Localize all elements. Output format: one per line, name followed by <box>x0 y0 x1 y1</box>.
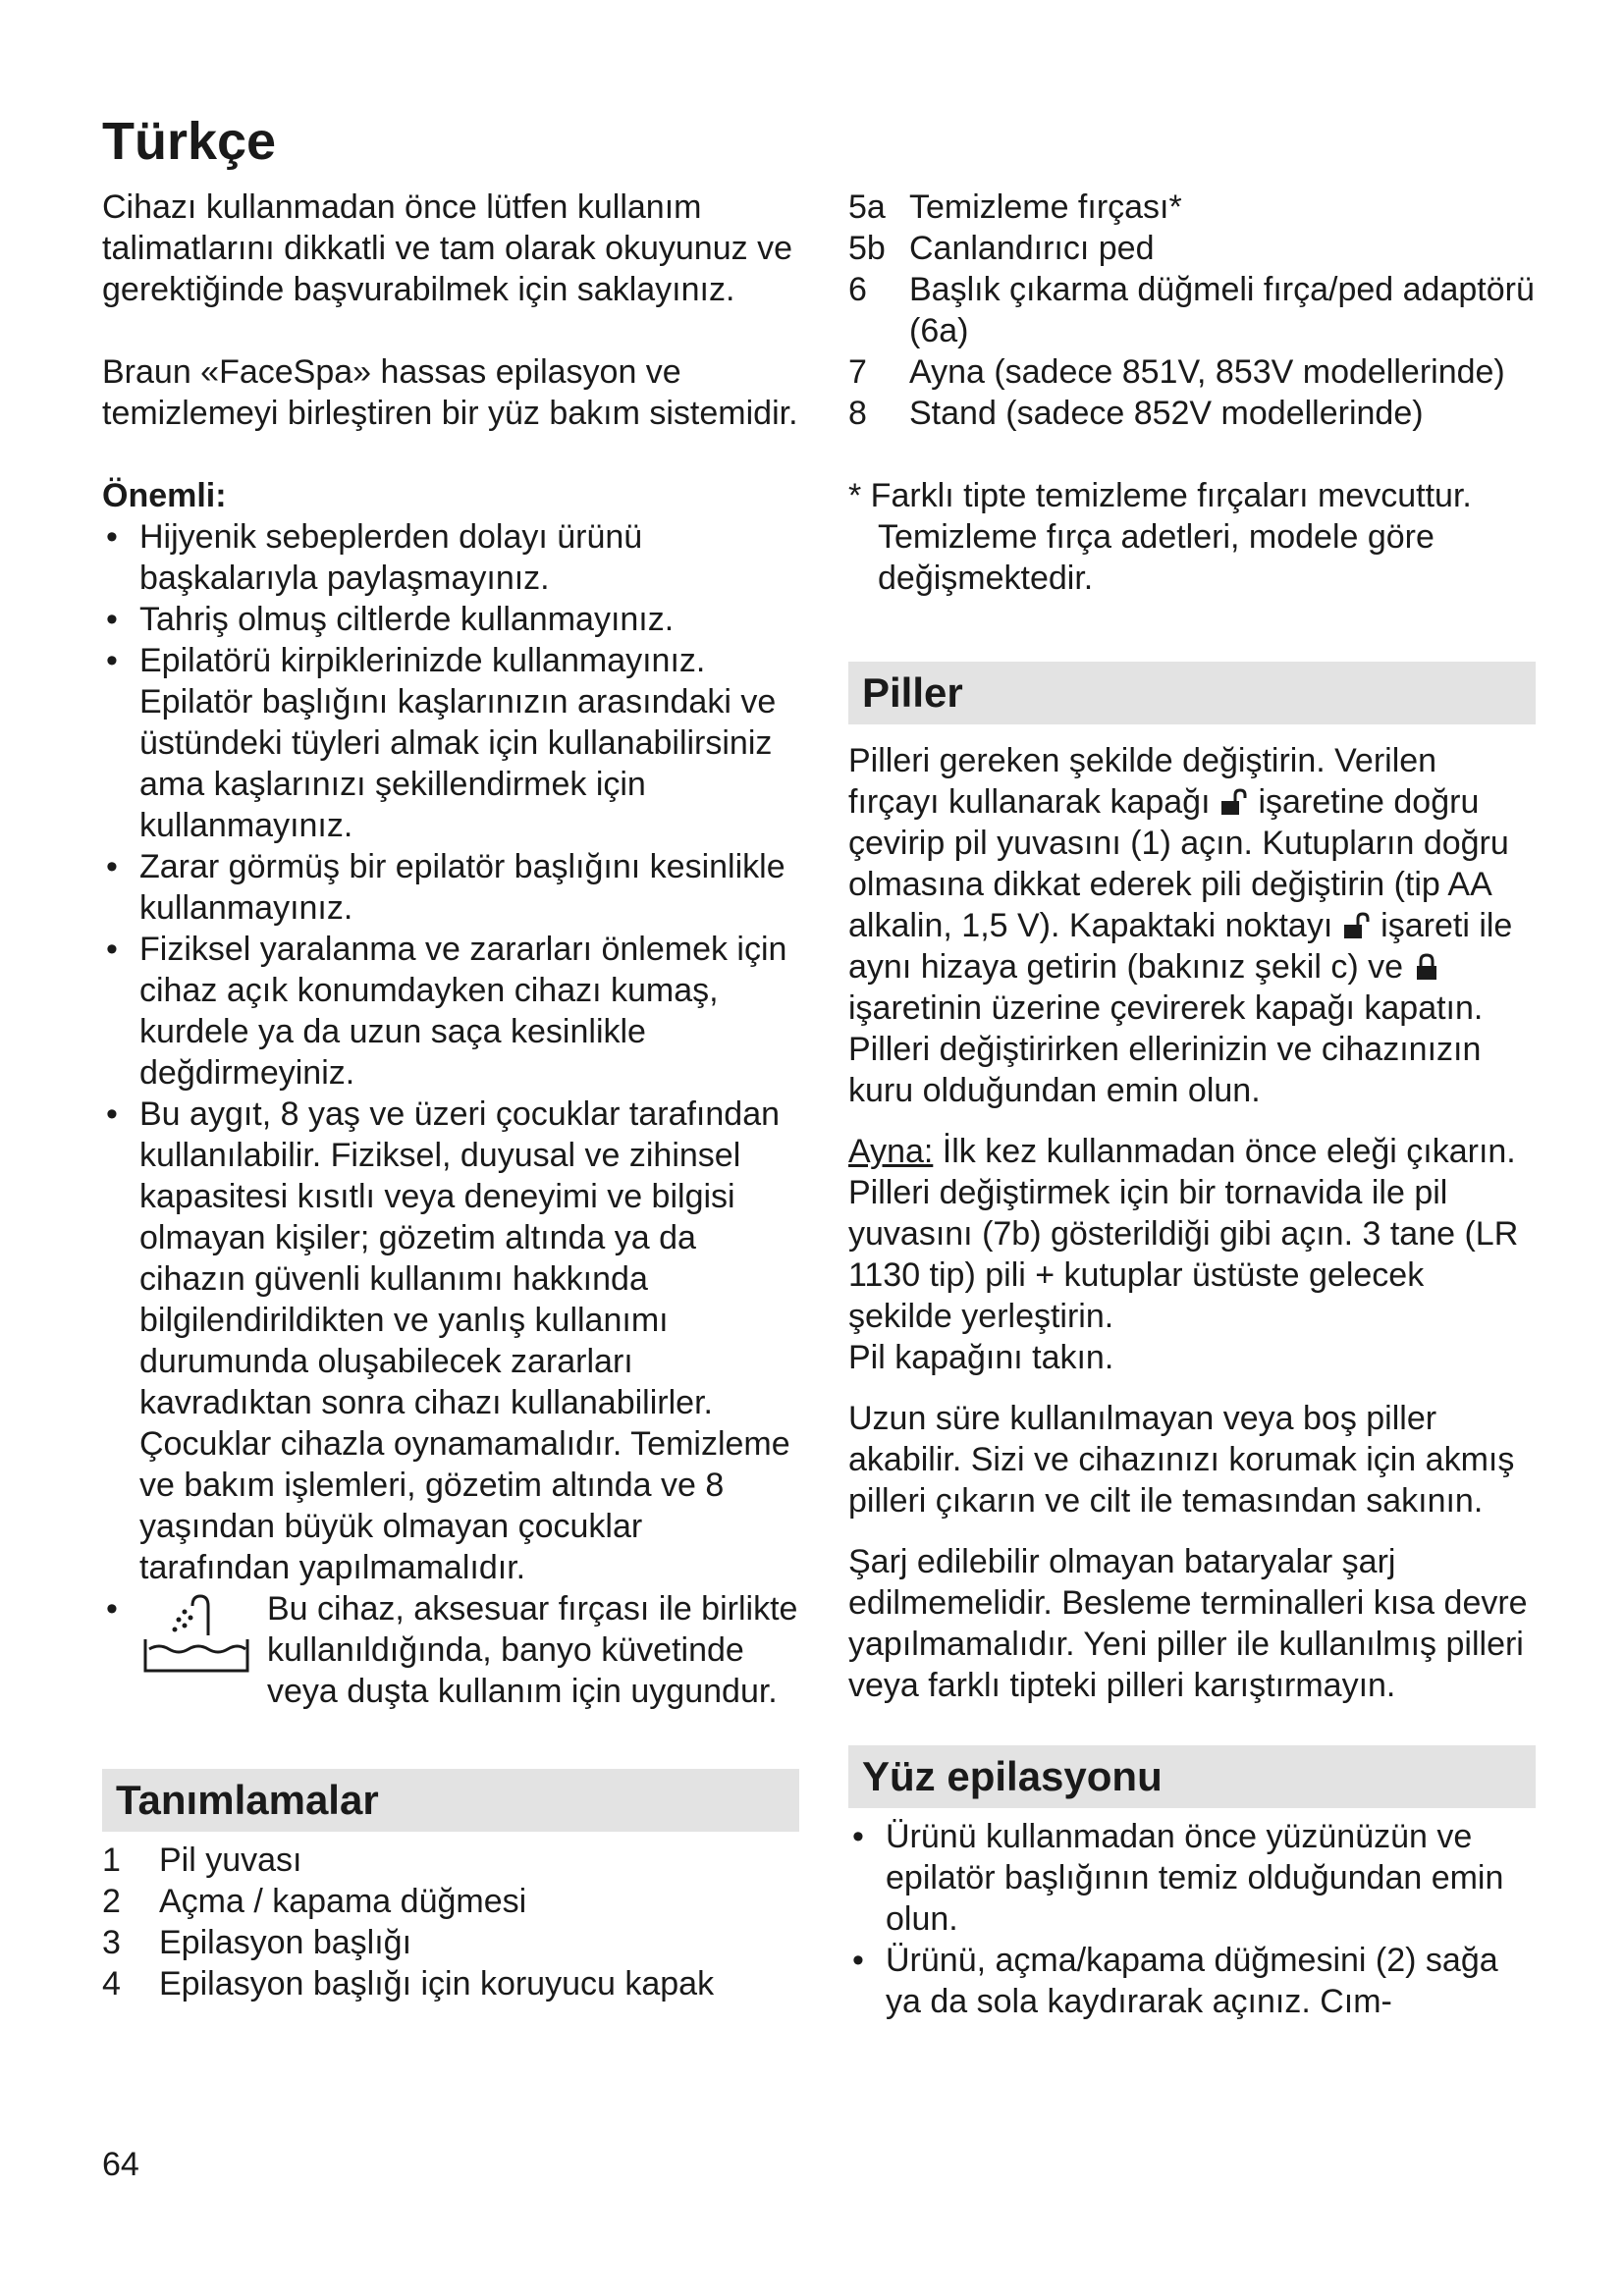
page-title: Türkçe <box>102 112 277 171</box>
batteries-text-2: işaretine doğru çevirip pil yuvasını (1) açın. Kutupların doğru olmasına dikkat ederek pili değiştirin (tip AA alkalin, 1,5 V). Kapaktaki noktayı <box>848 783 1509 944</box>
batteries-paragraph <box>848 740 1536 1111</box>
list-item: • Ürünü, açma/kapama düğmesini (2) sağa ya da sola kaydırarak açınız. Cım- <box>848 1940 1536 2022</box>
item-text: Pil yuvası <box>159 1842 302 1879</box>
batteries-text-1: Pilleri gereken şekilde değiştirin. Verilen fırçayı kullanarak kapağı <box>848 742 1437 821</box>
batteries-text-3: işareti ile aynı hizaya getirin (bakınız şekil c) ve <box>848 907 1513 986</box>
list-item-bath <box>102 1588 799 1712</box>
face-epilation-list <box>848 1816 1536 2022</box>
list-item <box>848 393 1536 434</box>
item-number: 6 <box>848 271 867 308</box>
mirror-paragraph <box>848 1131 1536 1337</box>
list-item: • Hijyenik sebeplerden dolayı ürünü başkalarıyla paylaşmayınız. <box>102 516 799 599</box>
list-item: • Fiziksel yaralanma ve zararları önlemek için cihaz açık konumdayken cihazı kumaş, kurdele ya da uzun saça kesinlikle değdirmeyiniz. <box>102 929 799 1094</box>
batteries-heading: Piller <box>848 662 1536 724</box>
mirror-label: Ayna: <box>848 1133 934 1170</box>
item-text: Epilasyon başlığı <box>159 1924 412 1961</box>
batteries-text-4: işaretinin üzerine çevirerek kapağı kapatın. Pilleri değiştirirken ellerinizin ve cihazınızın kuru olduğundan emin olun. <box>848 989 1484 1109</box>
mirror-cover-text: Pil kapağını takın. <box>848 1339 1114 1376</box>
item-number: 3 <box>102 1924 121 1961</box>
list-item: • Ürünü kullanmadan önce yüzünüzün ve epilatör başlığının temiz olduğundan emin olun. <box>848 1816 1536 1940</box>
list-item <box>848 228 1536 269</box>
list-item <box>102 1963 799 2004</box>
item-text: Ayna (sadece 851V, 853V modellerinde) <box>909 353 1505 391</box>
item-number: 4 <box>102 1965 121 2002</box>
definitions-list-continued <box>848 187 1536 434</box>
item-number: 1 <box>102 1842 121 1879</box>
item-number: 5b <box>848 230 886 267</box>
bath-shower-icon <box>139 1592 257 1675</box>
item-number: 2 <box>102 1883 121 1920</box>
important-heading: Önemli: <box>102 477 227 514</box>
list-item <box>848 187 1536 228</box>
unlocked-lock-icon <box>1342 911 1372 940</box>
left-column <box>102 187 799 2004</box>
page-number: 64 <box>102 2146 139 2183</box>
list-item: • Bu aygıt, 8 yaş ve üzeri çocuklar tarafından kullanılabilir. Fiziksel, duyusal ve zihinsel kapasitesi kısıtlı veya deneyimi ve bilgisi olmayan kişiler; gözetim altında ya da cihazın güvenli kullanımı hakkında bilgilendirildikten ve yanlış kullanımı durumunda oluşabilecek zararları kavradıktan sonra cihazı kullanabilirler. Çocuklar cihazla oynamamalıdır. Temizleme ve bakım işlemleri, gözetim altında ve 8 yaşından büyük olmayan çocuklar tarafından yapılmamalıdır. <box>102 1094 799 1588</box>
footnote: * Farklı tipte temizleme fırçaları mevcuttur. Temizleme fırça adetleri, modele göre değişmektedir. <box>848 477 1472 597</box>
face-epilation-heading: Yüz epilasyonu <box>848 1745 1536 1808</box>
charge-warning: Şarj edilebilir olmayan bataryalar şarj edilmemelidir. Besleme terminalleri kısa devre yapılmamalıdır. Yeni piller ile kullanılmış pilleri veya farklı tipteki pilleri karıştırmayın. <box>848 1543 1528 1704</box>
item-number: 5a <box>848 188 886 226</box>
leak-warning: Uzun süre kullanılmayan veya boş piller akabilir. Sizi ve cihazınızı korumak için akmış pilleri çıkarın ve cilt ile temasından sakının. <box>848 1400 1515 1520</box>
item-text: Epilasyon başlığı için koruyucu kapak <box>159 1965 715 2002</box>
list-item <box>102 1840 799 1881</box>
right-column <box>848 187 1536 2022</box>
list-item <box>848 351 1536 393</box>
list-item: • Tahriş olmuş ciltlerde kullanmayınız. <box>102 599 799 640</box>
list-item <box>848 269 1536 351</box>
item-text: Açma / kapama düğmesi <box>159 1883 527 1920</box>
definitions-heading: Tanımlamalar <box>102 1769 799 1832</box>
list-item: • Zarar görmüş bir epilatör başlığını kesinlikle kullanmayınız. <box>102 846 799 929</box>
definitions-list <box>102 1840 799 2004</box>
item-number: 7 <box>848 353 867 391</box>
item-number: 8 <box>848 395 867 432</box>
item-text: Temizleme fırçası* <box>909 188 1182 226</box>
unlocked-lock-icon <box>1219 787 1249 817</box>
product-description: Braun «FaceSpa» hassas epilasyon ve temizlemeyi birleştiren bir yüz bakım sistemidir. <box>102 353 798 432</box>
list-item <box>102 1881 799 1922</box>
item-text: Stand (sadece 852V modellerinde) <box>909 395 1424 432</box>
list-item: • Epilatörü kirpiklerinizde kullanmayınız. Epilatör başlığını kaşlarınızın arasındaki ve üstündeki tüyleri almak için kullanabilirsiniz ama kaşlarınızı şekillendirmek için kullanmayınız. <box>102 640 799 846</box>
bath-item-text: Bu cihaz, aksesuar fırçası ile birlikte kullanıldığında, banyo küvetinde veya duşta kullanım için uygundur. <box>267 1590 798 1710</box>
list-item <box>102 1922 799 1963</box>
locked-lock-icon <box>1412 952 1441 982</box>
item-text: Canlandırıcı ped <box>909 230 1155 267</box>
item-text: Başlık çıkarma düğmeli fırça/ped adaptörü (6a) <box>909 271 1535 349</box>
important-list <box>102 516 799 1712</box>
intro-paragraph: Cihazı kullanmadan önce lütfen kullanım talimatlarını dikkatli ve tam olarak okuyunuz ve gerektiğinde başvurabilmek için saklayınız. <box>102 188 792 308</box>
mirror-text: İlk kez kullanmadan önce eleği çıkarın. Pilleri değiştirmek için bir tornavida ile pil yuvasını (7b) gösterildiği gibi açın. 3 tane (LR 1130 tip) pili + kutuplar üstüste gelecek şekilde yerleştirin. <box>848 1133 1519 1335</box>
